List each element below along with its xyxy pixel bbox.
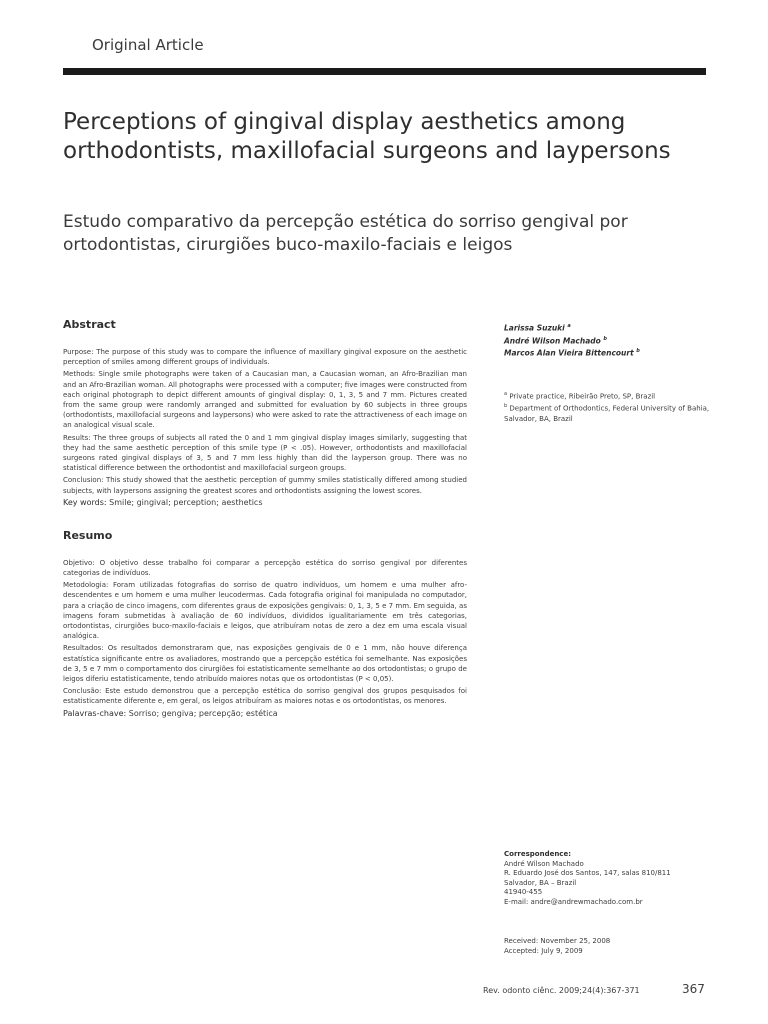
resumo-heading: Resumo bbox=[63, 528, 113, 542]
abstract-methods: Methods: Single smile photographs were taken of a Caucasian man, a Caucasian woman, an Afro-Brazilian man and an Afro-Brazilian woman. All photographs were processed with a computer; five images were constructed from each original photograph to depict different amounts of gingival display: 0, 1, 3, 5 and 7 mm. Pictures created from the same group were randomly arranged and submitted for evaluation by 60 subjects in three groups (orthodontists, maxillofacial surgeons and laypersons) who were asked to rate the attractiveness of each image on an analogical visual scale. bbox=[63, 370, 467, 430]
footer-citation: Rev. odonto ciênc. 2009;24(4):367-371 bbox=[483, 986, 640, 995]
author-name: Larissa Suzuki $^a$ bbox=[504, 323, 571, 333]
received-date: Received: November 25, 2008 bbox=[504, 937, 611, 945]
resumo-keywords bbox=[63, 709, 467, 718]
palavras-chave-label: Palavras-chave: bbox=[63, 708, 127, 718]
header-rule bbox=[63, 68, 706, 75]
author-name: André Wilson Machado $^b$ bbox=[504, 335, 608, 345]
author-list bbox=[504, 321, 640, 359]
abstract-results: Results: The three groups of subjects all rated the 0 and 1 mm gingival display images similarly, suggesting that they had the same aesthetic perception of this smile type (P < .05). However, orthodontists and maxillofacial surgeons rated gingival displays of 3, 5 and 7 mm less highly than did the layperson group. There was no statistical difference between the orthodontist and maxillofacial surgeon groups. bbox=[63, 433, 467, 473]
keywords-value: Smile; gingival; perception; aesthetics bbox=[109, 497, 263, 507]
article-subtitle: Estudo comparativo da percepção estética do sorriso gengival por ortodontistas, cirurgiões buco-maxilo-faciais e leigos bbox=[63, 212, 628, 255]
article-type-label: Original Article bbox=[92, 36, 204, 54]
resumo-resultados: Resultados: Os resultados demonstraram que, nas exposições gengivais de 0 e 1 mm, não houve diferença estatística significante entre os avaliadores, mostrando que a percepção estética foi semelhante. Nas exposições de 3, 5 e 7 mm o comportamento dos cirurgiões foi estatisticamente semelhante ao dos ortodontistas; o grupo de leigos diferiu estatisticamente, tendo atribuído maiores notas que os ortodontistas (P < 0,05). bbox=[63, 644, 467, 684]
correspondence-line: R. Eduardo José dos Santos, 147, salas 810/811 bbox=[504, 869, 671, 878]
resumo-conclusao: Conclusão: Este estudo demonstrou que a percepção estética do sorriso gengival dos grupos pesquisados foi estatisticamente diferente e, em geral, os leigos atribuíram as maiores notas e os ortodontistas, os menores. bbox=[63, 687, 467, 706]
accepted-date: Accepted: July 9, 2009 bbox=[504, 946, 583, 955]
keywords-label: Key words: bbox=[63, 497, 107, 507]
resumo-objetivo: Objetivo: O objetivo desse trabalho foi comparar a percepção estética do sorriso gengival por diferentes categorias de indivíduos. bbox=[63, 558, 467, 578]
correspondence-line: 41940-455 bbox=[504, 888, 543, 897]
palavras-chave-value: Sorriso; gengiva; percepção; estética bbox=[128, 708, 278, 718]
abstract-heading: Abstract bbox=[63, 318, 116, 331]
correspondence-block bbox=[504, 850, 671, 908]
abstract-conclusion: Conclusion: This study showed that the aesthetic perception of gummy smiles statistically differed among studied subjects, with laypersons assigning the greatest scores and orthodontists assigning the lowest scores. bbox=[63, 476, 467, 495]
correspondence-line: Salvador, BA – Brazil bbox=[504, 878, 577, 887]
abstract-column bbox=[63, 318, 467, 718]
affiliation-item: $^a$ Private practice, Ribeirão Preto, SP, Brazil bbox=[504, 391, 656, 401]
correspondence-line: André Wilson Machado bbox=[504, 859, 584, 868]
correspondence-heading: Correspondence: bbox=[504, 850, 572, 858]
dates-block bbox=[504, 937, 610, 956]
author-name: Marcos Alan Vieira Bittencourt $^b$ bbox=[504, 348, 640, 358]
affiliation-item: $^b$ Department of Orthodontics, Federal University of Bahia, Salvador, BA, Brazil bbox=[504, 403, 710, 423]
abstract-purpose: Purpose: The purpose of this study was to compare the influence of maxillary gingival exposure on the aesthetic perception of smiles among different groups of individuals. bbox=[63, 348, 467, 367]
resumo-metodologia: Metodologia: Foram utilizadas fotografias do sorriso de quatro indivíduos, um homem e uma mulher afro-descendentes e um homem e uma mulher leucodermas. Cada fotografia original foi manipulada no computador, para a criação de cinco imagens, com diferentes graus de exposições gengivais: 0, 1, 3, 5 e 7 mm. Em seguida, as imagens foram submetidas à avaliação de 60 indivíduos, divididos igualitariamente em três categorias, ortodontistas, cirurgiões buco-maxilo-faciais e leigos, que atribuíram notas de zero a dez em uma escala visual analógica. bbox=[63, 581, 467, 641]
article-title: Perceptions of gingival display aesthetics among orthodontists, maxillofacial surgeons and laypersons bbox=[63, 109, 671, 164]
page-number: 367 bbox=[682, 982, 705, 996]
affiliations bbox=[504, 389, 719, 424]
abstract-keywords bbox=[63, 498, 467, 507]
correspondence-email[interactable]: E-mail: andre@andrewmachado.com.br bbox=[504, 897, 643, 906]
